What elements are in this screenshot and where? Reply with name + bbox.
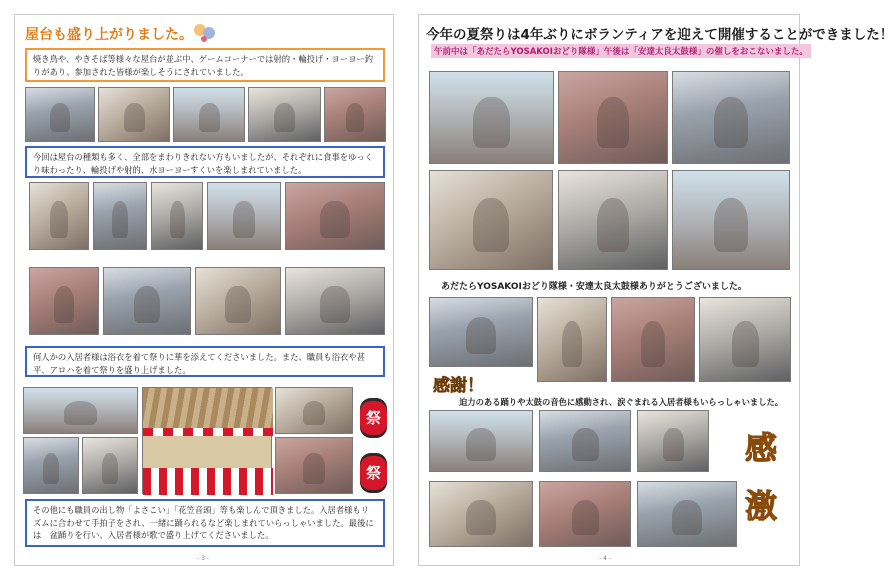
kansha-heading: 感謝！ <box>433 376 484 396</box>
photo-resident-4 <box>207 182 281 250</box>
photo-yukata-4 <box>285 267 385 335</box>
photo-yagura-stage <box>142 387 272 494</box>
page-number: - 3 - <box>197 555 209 562</box>
lantern-icon: 祭 <box>360 453 387 493</box>
closing-text: その他にも職員の出し物「よさこい」「花笠音頭」等も楽しんで頂きました。入居者様もリズムに合わせて手拍子をされ、一緒に踊られるなど楽しまれていらっしゃいました。最後には 盆踊りを行い、入居者様が歌で盛り上げてくださいました。 <box>33 505 374 540</box>
photo-dance-2 <box>23 437 79 494</box>
kangeki-char-2: 激 <box>745 487 778 525</box>
photo-stall-3 <box>173 87 245 142</box>
photo-audience-1 <box>429 297 533 367</box>
festival-mascot-illustration <box>192 21 216 43</box>
volunteer-subtitle: 午前中は「あだたらYOSAKOIおどり隊様」午後は「安達太良太鼓様」の催しをおこないました。 <box>431 44 811 58</box>
photo-yukata-3 <box>195 267 281 335</box>
yukata-textbox <box>25 346 385 377</box>
photo-stall-4 <box>248 87 321 142</box>
right-page-title: 今年の夏祭りは4年ぶりにボランティアを迎えて開催することができました！ <box>426 27 893 43</box>
photo-resident-3 <box>151 182 203 250</box>
photo-yosakoi-1 <box>429 71 554 164</box>
kangeki-char-1: 感 <box>745 429 778 467</box>
photo-dance-3 <box>82 437 138 494</box>
page-number: - 4 - <box>599 555 611 562</box>
food-textbox <box>25 146 385 178</box>
photo-reaction-4 <box>429 481 533 547</box>
photo-taiko-3 <box>672 170 790 270</box>
photo-stall-1 <box>25 87 95 142</box>
thanks-message: あだたらYOSAKOIおどり隊様・安達太良太鼓様ありがとうございました。 <box>441 282 747 292</box>
left-page <box>14 14 394 566</box>
yukata-text: 何人かの入居者様は浴衣を着て祭りに華を添えてくださいました。また、職員も浴衣や甚平、アロハを着て祭りを盛り上げました。 <box>33 352 365 375</box>
photo-taiko-2 <box>558 170 668 270</box>
photo-yosakoi-2 <box>558 71 668 164</box>
photo-taiko-1 <box>429 170 553 270</box>
photo-stall-2 <box>98 87 170 142</box>
photo-yukata-1 <box>29 267 99 335</box>
photo-stall-5 <box>324 87 386 142</box>
photo-yukata-2 <box>103 267 191 335</box>
photo-reaction-2 <box>539 410 631 472</box>
photo-resident-1 <box>29 182 89 250</box>
photo-dance-5 <box>275 437 353 494</box>
closing-textbox <box>25 499 385 547</box>
photo-reaction-1 <box>429 410 533 472</box>
photo-audience-4 <box>699 297 791 382</box>
photo-audience-2 <box>537 297 607 382</box>
right-page <box>418 14 893 566</box>
photo-audience-3 <box>611 297 695 382</box>
intro-text: 焼き鳥や、やきそば等様々な屋台が並ぶ中、ゲームコーナーでは射的・輪投げ・ヨーヨー釣りがあり、参加された皆様が楽しそうにされていました。 <box>33 54 374 77</box>
intro-textbox <box>25 48 385 82</box>
lantern-icon: 祭 <box>360 398 387 438</box>
food-text: 今回は屋台の種類も多く、全部をまわりきれない方もいましたが、それぞれに食事をゆっくり味わったり、輪投げや射的、水ヨーヨーすくいを楽しまれていました。 <box>33 152 373 175</box>
photo-yosakoi-3 <box>672 71 790 164</box>
photo-reaction-3 <box>637 410 709 472</box>
photo-resident-5 <box>285 182 385 250</box>
photo-reaction-6 <box>637 481 737 547</box>
photo-dance-4 <box>275 387 353 434</box>
photo-reaction-5 <box>539 481 631 547</box>
left-page-title: 屋台も盛り上がりました。 <box>25 27 193 43</box>
reaction-text: 迫力のある踊りや太鼓の音色に感動され、涙ぐまれる入居者様もいらっしゃいました。 <box>459 397 784 407</box>
photo-resident-2 <box>93 182 147 250</box>
photo-dance-1 <box>23 387 138 434</box>
